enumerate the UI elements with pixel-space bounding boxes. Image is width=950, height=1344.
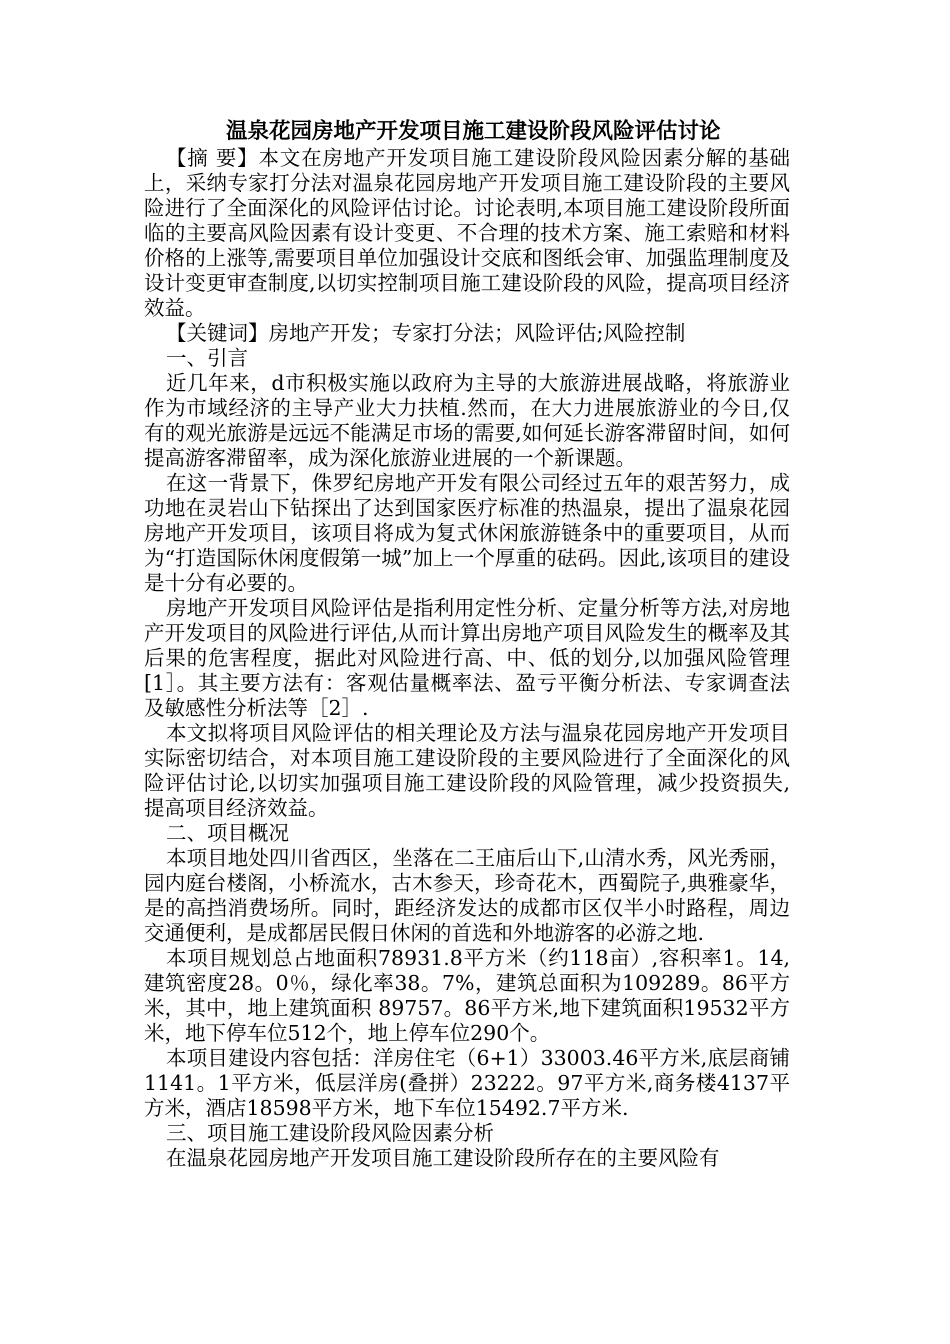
body-paragraph: 本文拟将项目风险评估的相关理论及方法与温泉花园房地产开发项目实际密切结合，对本项目施工建设阶段的主要风险进行了全面深化的风险评估讨论,以切实加强项目施工建设阶段的风险管理，减少投资损失,提高项目经济效益。 (144, 721, 790, 820)
body-paragraph: 近几年来，d市积极实施以政府为主导的大旅游进展战略，将旅游业作为市域经济的主导产业大力扶植.然而，在大力进展旅游业的今日,仅有的观光旅游是远远不能满足市场的需要,如何延长游客滞留时间，如何提高游客滞留率，成为深化旅游业进展的一个新课题。 (144, 371, 790, 470)
document-page (144, 118, 790, 1171)
keywords-paragraph: 【关键词】房地产开发；专家打分法；风险评估;风险控制 (166, 321, 686, 345)
document-title: 温泉花园房地产开发项目施工建设阶段风险评估讨论 (226, 119, 721, 144)
abstract-paragraph: 【摘 要】本文在房地产开发项目施工建设阶段风险因素分解的基础上，采纳专家打分法对温泉花园房地产开发项目施工建设阶段的主要风险进行了全面深化的风险评估讨论。讨论表明,本项目施工建设阶段所面临的主要高风险因素有设计变更、不合理的技术方案、施工索赔和材料价格的上涨等,需要项目单位加强设计交底和图纸会审、加强监理制度及设计变更审查制度,以切实控制项目施工建设阶段的风险，提高项目经济效益。 (144, 146, 790, 320)
body-paragraph: 房地产开发项目风险评估是指利用定性分析、定量分析等方法,对房地产开发项目的风险进行评估,从而计算出房地产项目风险发生的概率及其后果的危害程度，据此对风险进行高、中、低的划分,以加强风险管理[1］。其主要方法有：客观估量概率法、盈亏平衡分析法、专家调查法及敏感性分析法等［2］. (144, 596, 790, 720)
body-paragraph: 在这一背景下，侏罗纪房地产开发有限公司经过五年的艰苦努力，成功地在灵岩山下钻探出了达到国家医疗标准的热温泉，提出了温泉花园房地产开发项目，该项目将成为复式休闲旅游链条中的重要项目，从而为“打造国际休闲度假第一城”加上一个厚重的砝码。因此,该项目的建设是十分有必要的。 (144, 471, 790, 595)
body-paragraph: 本项目建设内容包括：洋房住宅（6+1）33003.46平方米,底层商铺1141。1平方米，低层洋房(叠拼）23222。97平方米,商务楼4137平方米，酒店18598平方米，地下车位15492.7平方米. (144, 1046, 790, 1120)
section-heading-introduction: 一、引言 (166, 346, 248, 370)
body-paragraph: 在温泉花园房地产开发项目施工建设阶段所存在的主要风险有 (166, 1146, 720, 1170)
section-heading-overview: 二、项目概况 (166, 821, 289, 845)
body-paragraph: 本项目地处四川省西区，坐落在二王庙后山下,山清水秀，风光秀丽，园内庭台楼阁，小桥流水，古木参天，珍奇花木，西蜀院子,典雅豪华，是的高挡消费场所。同时，距经济发达的成都市区仅半小时路程，周边交通便利，是成都居民假日休闲的首选和外地游客的必游之地. (144, 846, 790, 945)
section-heading-risk-analysis: 三、项目施工建设阶段风险因素分析 (166, 1121, 494, 1145)
body-paragraph: 本项目规划总占地面积78931.8平方米（约118亩）,容积率1。14,建筑密度28。0％，绿化率38。7%，建筑总面积为109289。86平方米，其中，地上建筑面积 89757。86平方米,地下建筑面积19532平方米，地下停车位512个，地上停车位290个。 (144, 946, 790, 1045)
